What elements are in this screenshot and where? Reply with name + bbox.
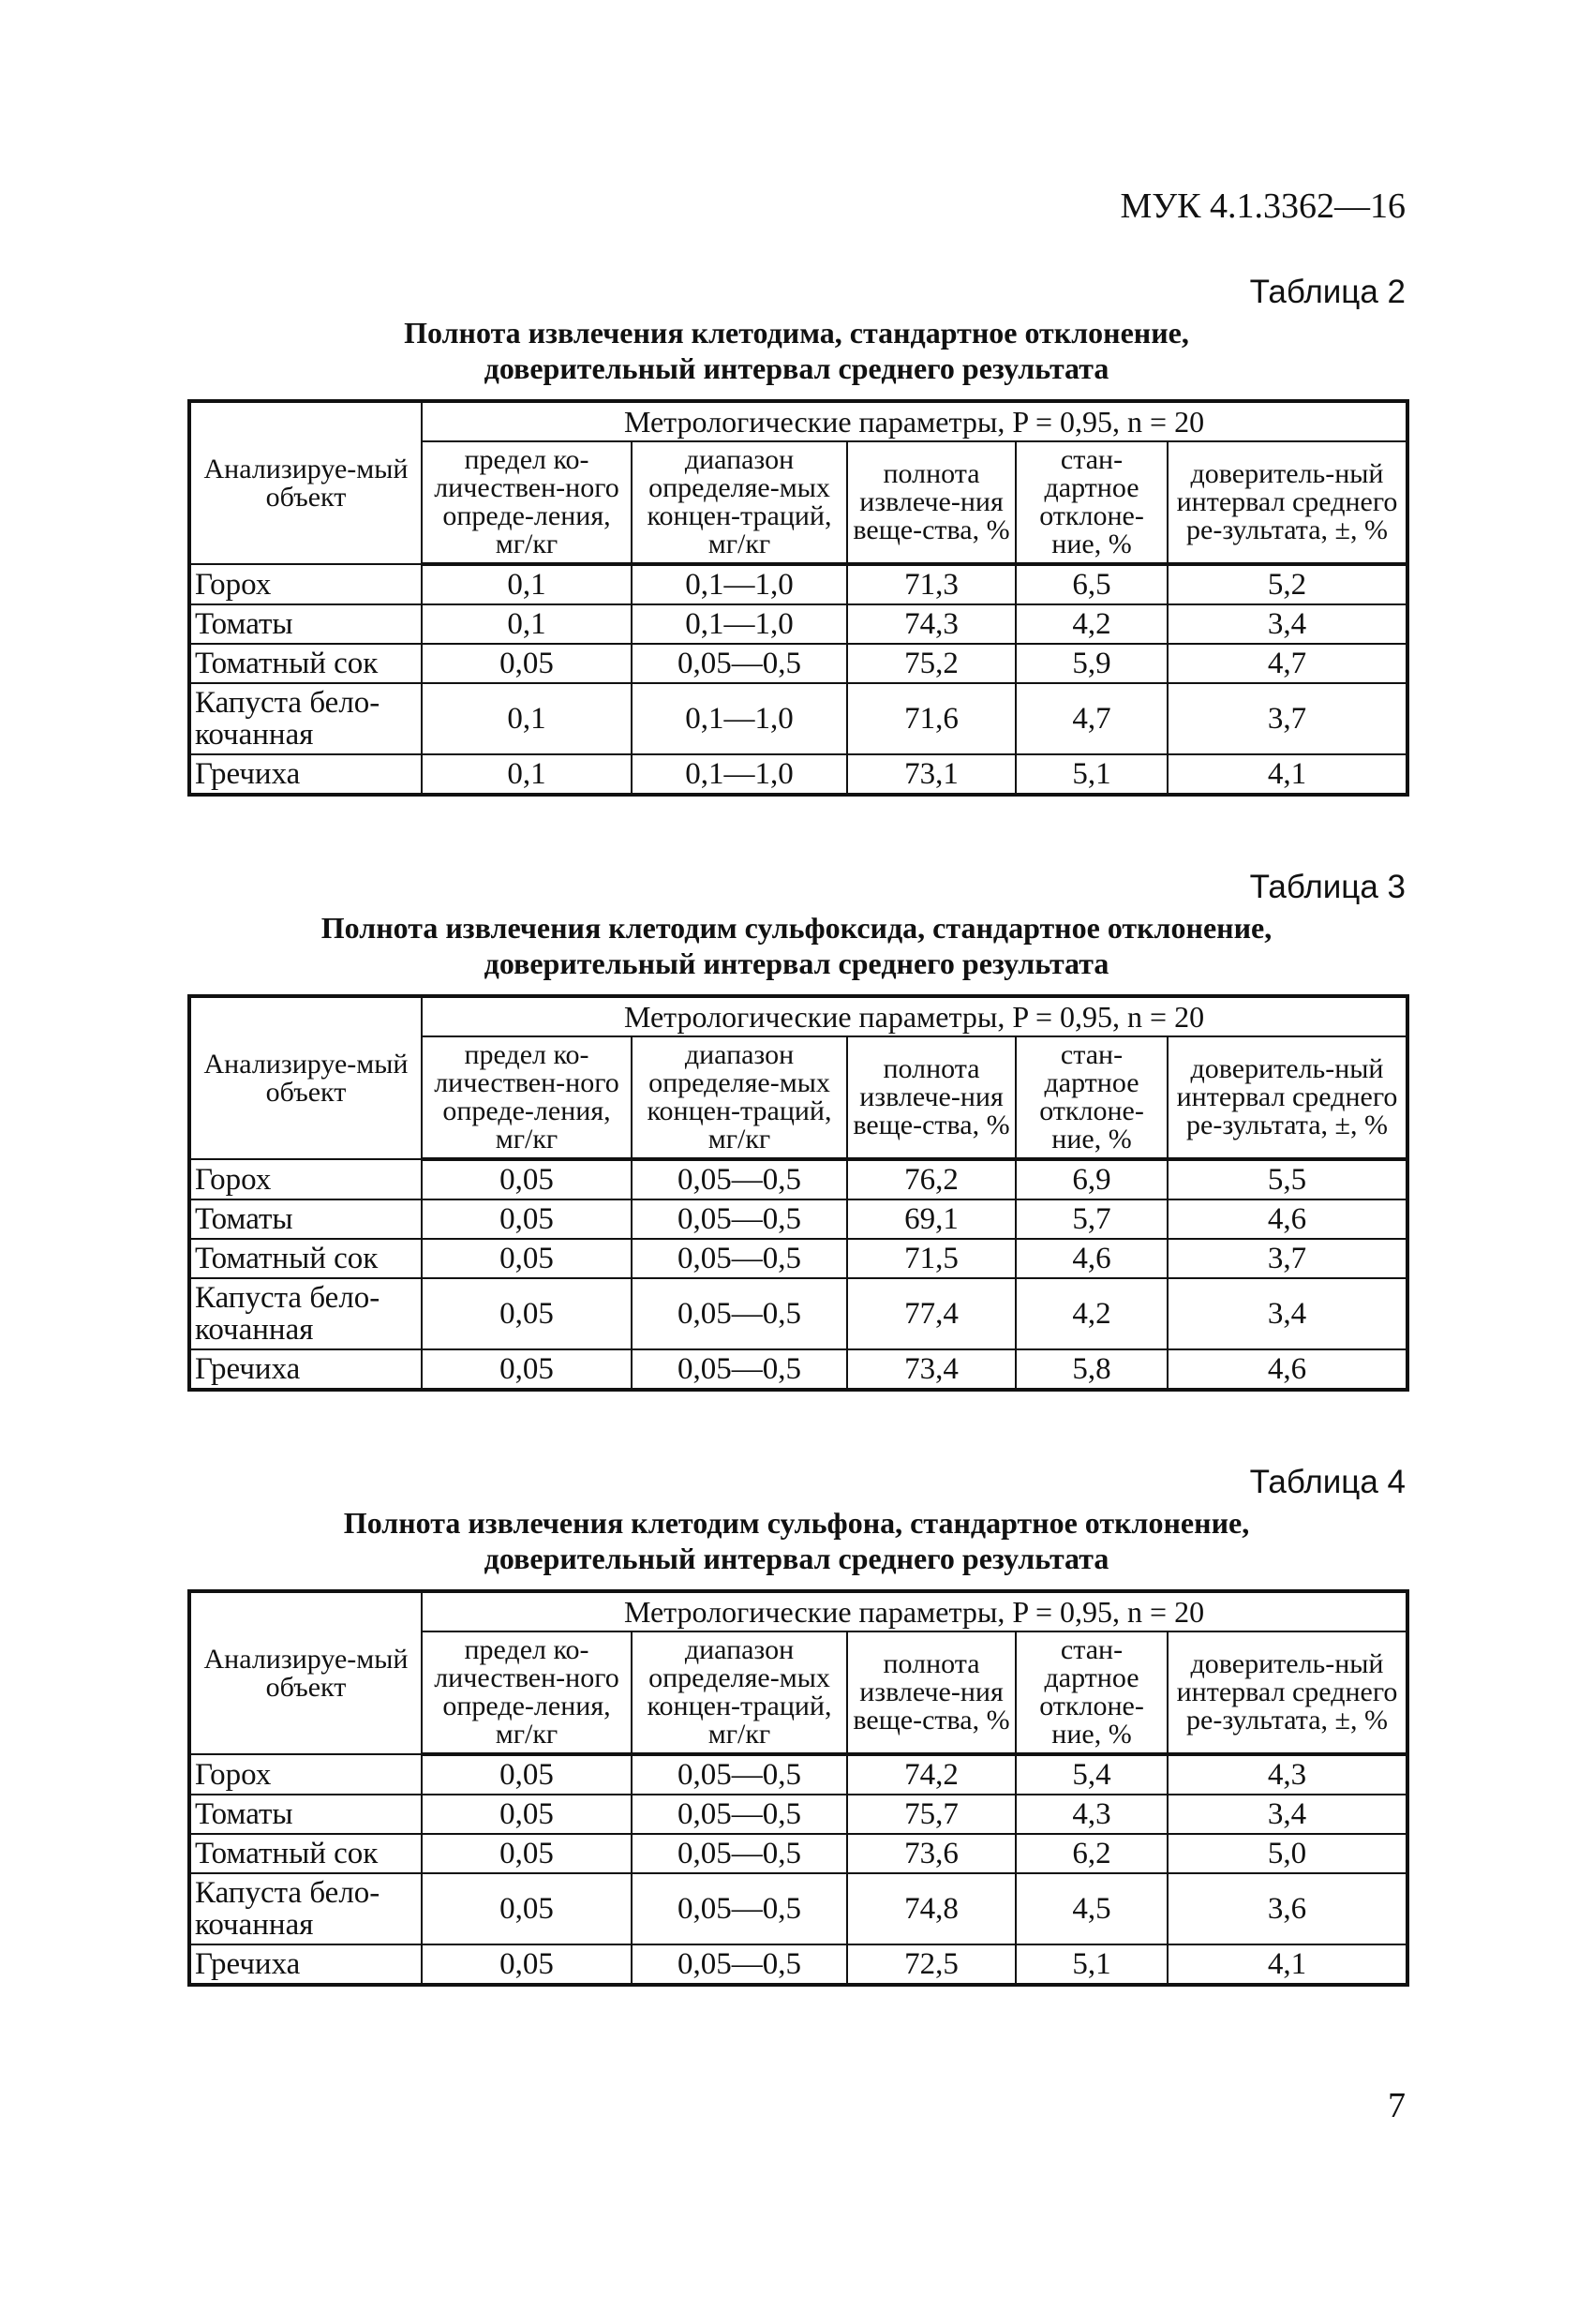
cell-ci: 4,6 bbox=[1168, 1349, 1407, 1390]
table-title-line-1: Полнота извлечения клетодим сульфона, стандартное отклонение, bbox=[343, 1506, 1250, 1540]
table-row bbox=[189, 1754, 1407, 1795]
cell-ci: 5,5 bbox=[1168, 1159, 1407, 1199]
cell-ci: 3,4 bbox=[1168, 1278, 1407, 1349]
table-row bbox=[189, 683, 1407, 754]
table-label: Таблица 2 bbox=[1249, 274, 1406, 310]
cell-ci: 4,1 bbox=[1168, 1944, 1407, 1985]
cell-loq: 0,1 bbox=[422, 564, 632, 604]
cell-recovery: 71,6 bbox=[847, 683, 1016, 754]
cell-range: 0,05—0,5 bbox=[632, 1944, 847, 1985]
cell-recovery: 75,2 bbox=[847, 644, 1016, 683]
header-metrological: Метрологические параметры, P = 0,95, n = 20 bbox=[422, 1591, 1407, 1631]
results-table-4 bbox=[187, 1589, 1409, 1987]
table-row bbox=[189, 1834, 1407, 1873]
header-loq: предел ко-личествен-ного опреде-ления, мг/кг bbox=[422, 441, 632, 564]
results-table-3 bbox=[187, 994, 1409, 1392]
header-metrological: Метрологические параметры, P = 0,95, n = 20 bbox=[422, 401, 1407, 441]
cell-range: 0,1—1,0 bbox=[632, 754, 847, 795]
cell-range: 0,05—0,5 bbox=[632, 1278, 847, 1349]
cell-loq: 0,05 bbox=[422, 1834, 632, 1873]
cell-loq: 0,05 bbox=[422, 644, 632, 683]
header-range: диапазон определяе-мых концен-траций, мг/кг bbox=[632, 1631, 847, 1754]
table-row bbox=[189, 1159, 1407, 1199]
cell-range: 0,05—0,5 bbox=[632, 644, 847, 683]
header-recovery: полнота извлече-ния веще-ства, % bbox=[847, 1036, 1016, 1159]
cell-object: Горох bbox=[189, 1159, 422, 1199]
cell-object: Гречиха bbox=[189, 754, 422, 795]
cell-loq: 0,1 bbox=[422, 683, 632, 754]
table-title bbox=[187, 910, 1406, 981]
cell-recovery: 74,8 bbox=[847, 1873, 1016, 1944]
cell-object: Капуста бело-кочанная bbox=[189, 683, 422, 754]
header-metrological: Метрологические параметры, P = 0,95, n = 20 bbox=[422, 996, 1407, 1036]
cell-sd: 5,1 bbox=[1016, 1944, 1168, 1985]
cell-object: Гречиха bbox=[189, 1349, 422, 1390]
cell-sd: 5,1 bbox=[1016, 754, 1168, 795]
cell-object: Гречиха bbox=[189, 1944, 422, 1985]
cell-recovery: 75,7 bbox=[847, 1795, 1016, 1834]
cell-recovery: 72,5 bbox=[847, 1944, 1016, 1985]
cell-ci: 3,7 bbox=[1168, 683, 1407, 754]
cell-loq: 0,05 bbox=[422, 1349, 632, 1390]
cell-sd: 6,5 bbox=[1016, 564, 1168, 604]
cell-sd: 5,9 bbox=[1016, 644, 1168, 683]
table-row bbox=[189, 1944, 1407, 1985]
cell-recovery: 73,1 bbox=[847, 754, 1016, 795]
cell-object: Томатный сок bbox=[189, 1239, 422, 1278]
header-sd: стан-дартное отклоне-ние, % bbox=[1016, 1036, 1168, 1159]
cell-loq: 0,05 bbox=[422, 1239, 632, 1278]
header-sd: стан-дартное отклоне-ние, % bbox=[1016, 1631, 1168, 1754]
cell-object: Томаты bbox=[189, 1199, 422, 1239]
cell-recovery: 73,6 bbox=[847, 1834, 1016, 1873]
cell-range: 0,05—0,5 bbox=[632, 1349, 847, 1390]
cell-loq: 0,05 bbox=[422, 1159, 632, 1199]
cell-ci: 5,0 bbox=[1168, 1834, 1407, 1873]
table-title-line-1: Полнота извлечения клетодим сульфоксида, стандартное отклонение, bbox=[320, 911, 1273, 945]
cell-range: 0,1—1,0 bbox=[632, 604, 847, 644]
table-row bbox=[189, 1239, 1407, 1278]
cell-ci: 4,3 bbox=[1168, 1754, 1407, 1795]
cell-loq: 0,05 bbox=[422, 1944, 632, 1985]
header-range: диапазон определяе-мых концен-траций, мг/кг bbox=[632, 441, 847, 564]
cell-range: 0,05—0,5 bbox=[632, 1754, 847, 1795]
table-title-line-2: доверительный интервал среднего результата bbox=[484, 351, 1109, 385]
cell-object: Горох bbox=[189, 1754, 422, 1795]
header-ci: доверитель-ный интервал среднего ре-зультата, ±, % bbox=[1168, 441, 1407, 564]
header-range: диапазон определяе-мых концен-траций, мг/кг bbox=[632, 1036, 847, 1159]
header-loq: предел ко-личествен-ного опреде-ления, мг/кг bbox=[422, 1036, 632, 1159]
table-row bbox=[189, 1873, 1407, 1944]
table-block-4 bbox=[187, 1462, 1406, 1987]
cell-ci: 3,6 bbox=[1168, 1873, 1407, 1944]
cell-sd: 6,2 bbox=[1016, 1834, 1168, 1873]
cell-loq: 0,05 bbox=[422, 1795, 632, 1834]
table-label: Таблица 3 bbox=[1249, 869, 1406, 905]
cell-range: 0,1—1,0 bbox=[632, 564, 847, 604]
cell-sd: 4,5 bbox=[1016, 1873, 1168, 1944]
header-object: Анализируе-мый объект bbox=[189, 996, 422, 1159]
cell-range: 0,05—0,5 bbox=[632, 1239, 847, 1278]
cell-recovery: 73,4 bbox=[847, 1349, 1016, 1390]
cell-ci: 3,4 bbox=[1168, 604, 1407, 644]
table-row bbox=[189, 1278, 1407, 1349]
cell-ci: 3,4 bbox=[1168, 1795, 1407, 1834]
cell-loq: 0,1 bbox=[422, 604, 632, 644]
cell-sd: 6,9 bbox=[1016, 1159, 1168, 1199]
cell-object: Томаты bbox=[189, 1795, 422, 1834]
cell-sd: 4,6 bbox=[1016, 1239, 1168, 1278]
cell-range: 0,05—0,5 bbox=[632, 1795, 847, 1834]
header-sd: стан-дартное отклоне-ние, % bbox=[1016, 441, 1168, 564]
results-table-2 bbox=[187, 399, 1409, 797]
table-title bbox=[187, 315, 1406, 386]
cell-sd: 4,2 bbox=[1016, 604, 1168, 644]
table-block-3 bbox=[187, 867, 1406, 1392]
cell-recovery: 77,4 bbox=[847, 1278, 1016, 1349]
header-recovery: полнота извлече-ния веще-ства, % bbox=[847, 441, 1016, 564]
cell-recovery: 69,1 bbox=[847, 1199, 1016, 1239]
cell-ci: 4,1 bbox=[1168, 754, 1407, 795]
header-ci: доверитель-ный интервал среднего ре-зультата, ±, % bbox=[1168, 1036, 1407, 1159]
cell-object: Томаты bbox=[189, 604, 422, 644]
cell-recovery: 71,5 bbox=[847, 1239, 1016, 1278]
cell-object: Капуста бело-кочанная bbox=[189, 1278, 422, 1349]
cell-sd: 4,2 bbox=[1016, 1278, 1168, 1349]
header-loq: предел ко-личествен-ного опреде-ления, мг/кг bbox=[422, 1631, 632, 1754]
table-row bbox=[189, 644, 1407, 683]
header-ci: доверитель-ный интервал среднего ре-зультата, ±, % bbox=[1168, 1631, 1407, 1754]
cell-recovery: 71,3 bbox=[847, 564, 1016, 604]
cell-loq: 0,05 bbox=[422, 1199, 632, 1239]
cell-range: 0,05—0,5 bbox=[632, 1873, 847, 1944]
table-title-line-1: Полнота извлечения клетодима, стандартное отклонение, bbox=[404, 316, 1189, 350]
page-number: 7 bbox=[1388, 2086, 1406, 2125]
cell-ci: 3,7 bbox=[1168, 1239, 1407, 1278]
cell-object: Горох bbox=[189, 564, 422, 604]
cell-range: 0,05—0,5 bbox=[632, 1199, 847, 1239]
table-row bbox=[189, 604, 1407, 644]
cell-recovery: 74,2 bbox=[847, 1754, 1016, 1795]
cell-sd: 5,4 bbox=[1016, 1754, 1168, 1795]
table-row bbox=[189, 1349, 1407, 1390]
table-row bbox=[189, 1795, 1407, 1834]
cell-ci: 4,7 bbox=[1168, 644, 1407, 683]
cell-range: 0,05—0,5 bbox=[632, 1834, 847, 1873]
cell-object: Томатный сок bbox=[189, 644, 422, 683]
table-title-line-2: доверительный интервал среднего результата bbox=[484, 1542, 1109, 1575]
cell-range: 0,1—1,0 bbox=[632, 683, 847, 754]
cell-loq: 0,05 bbox=[422, 1278, 632, 1349]
table-row bbox=[189, 1199, 1407, 1239]
cell-object: Капуста бело-кочанная bbox=[189, 1873, 422, 1944]
cell-loq: 0,1 bbox=[422, 754, 632, 795]
header-object: Анализируе-мый объект bbox=[189, 1591, 422, 1754]
cell-recovery: 76,2 bbox=[847, 1159, 1016, 1199]
cell-object: Томатный сок bbox=[189, 1834, 422, 1873]
table-row bbox=[189, 564, 1407, 604]
cell-ci: 4,6 bbox=[1168, 1199, 1407, 1239]
table-label: Таблица 4 bbox=[1249, 1464, 1406, 1500]
cell-ci: 5,2 bbox=[1168, 564, 1407, 604]
table-title bbox=[187, 1505, 1406, 1576]
cell-sd: 4,3 bbox=[1016, 1795, 1168, 1834]
cell-recovery: 74,3 bbox=[847, 604, 1016, 644]
table-row bbox=[189, 754, 1407, 795]
cell-loq: 0,05 bbox=[422, 1873, 632, 1944]
header-object: Анализируе-мый объект bbox=[189, 401, 422, 564]
document-code: МУК 4.1.3362—16 bbox=[1120, 186, 1406, 226]
header-recovery: полнота извлече-ния веще-ства, % bbox=[847, 1631, 1016, 1754]
cell-sd: 5,8 bbox=[1016, 1349, 1168, 1390]
table-block-2 bbox=[187, 272, 1406, 797]
cell-sd: 5,7 bbox=[1016, 1199, 1168, 1239]
cell-range: 0,05—0,5 bbox=[632, 1159, 847, 1199]
table-title-line-2: доверительный интервал среднего результата bbox=[484, 946, 1109, 980]
cell-sd: 4,7 bbox=[1016, 683, 1168, 754]
cell-loq: 0,05 bbox=[422, 1754, 632, 1795]
